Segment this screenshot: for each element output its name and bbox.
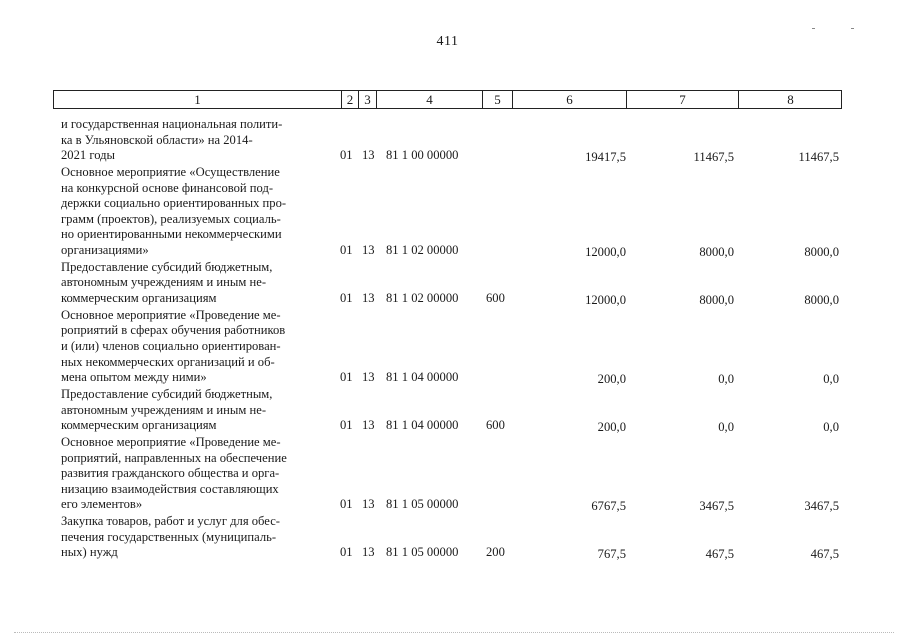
cell-c4: 81 1 05 00000 xyxy=(386,545,459,560)
scan-mark xyxy=(851,28,854,29)
cell-c6: 12000,0 xyxy=(585,245,626,259)
description-line: на конкурсной основе финансовой под- xyxy=(61,180,274,195)
cell-c2: 01 xyxy=(340,418,353,433)
description-line: развития гражданского общества и орга- xyxy=(61,466,280,481)
description-line: Основное мероприятие «Осуществление xyxy=(61,165,280,179)
cell-c6: 200,0 xyxy=(597,372,626,387)
description-line: Закупка товаров, работ и услуг для обес- xyxy=(61,514,280,529)
table-header xyxy=(53,90,842,109)
scan-edge xyxy=(14,632,894,634)
cell-c3: 13 xyxy=(362,148,375,163)
cell-c6: 12000,0 xyxy=(585,293,626,307)
description-line: ных) нужд xyxy=(61,545,118,560)
row-description xyxy=(61,435,333,513)
scan-mark xyxy=(812,28,815,29)
cell-c2: 01 xyxy=(340,148,353,163)
cell-c7: 8000,0 xyxy=(699,245,734,259)
cell-c3: 13 xyxy=(362,243,375,257)
row-description xyxy=(61,260,333,307)
cell-c8: 8000,0 xyxy=(804,293,839,307)
cell-c4: 81 1 04 00000 xyxy=(386,370,459,385)
description-line: ных некоммерческих организаций и об- xyxy=(61,354,275,369)
row-description xyxy=(61,165,333,259)
cell-c6: 19417,5 xyxy=(585,150,626,165)
description-line: ка в Ульяновской области» на 2014- xyxy=(61,132,253,147)
description-line: и государственная национальная полити- xyxy=(61,117,283,131)
header-col-5: 5 xyxy=(494,92,501,107)
cell-c3: 13 xyxy=(362,418,375,433)
cell-c6: 767,5 xyxy=(597,547,626,562)
description-line: роприятий в сферах обучения работников xyxy=(61,323,286,338)
cell-c7: 8000,0 xyxy=(699,293,734,307)
description-line: Предоставление субсидий бюджетным, xyxy=(61,387,273,401)
cell-c5: 600 xyxy=(486,418,505,433)
cell-c3: 13 xyxy=(362,370,375,385)
cell-c4: 81 1 02 00000 xyxy=(386,243,459,257)
description-line: его элементов» xyxy=(61,497,143,512)
cell-c7: 0,0 xyxy=(718,372,734,387)
header-col-1: 1 xyxy=(194,92,201,107)
cell-c4: 81 1 04 00000 xyxy=(386,418,459,433)
cell-c8: 11467,5 xyxy=(798,150,839,165)
description-line: Предоставление субсидий бюджетным, xyxy=(61,259,273,274)
cell-c8: 0,0 xyxy=(823,420,839,435)
description-line: но ориентированными некоммерческими xyxy=(61,227,282,242)
cell-c7: 11467,5 xyxy=(693,150,734,165)
cell-c2: 01 xyxy=(340,291,353,305)
row-description xyxy=(61,387,333,434)
cell-c4: 81 1 05 00000 xyxy=(386,497,459,512)
description-line: автономным учреждениям и иным не- xyxy=(61,402,267,417)
description-line: грамм (проектов), реализуемых социаль- xyxy=(61,211,281,226)
cell-c5: 200 xyxy=(486,545,505,560)
description-line: коммерческим организациям xyxy=(61,418,217,433)
header-col-8: 8 xyxy=(787,92,794,107)
cell-c8: 3467,5 xyxy=(804,499,839,514)
cell-c2: 01 xyxy=(340,545,353,560)
description-line: организациями» xyxy=(61,242,149,257)
header-col-6: 6 xyxy=(566,92,573,107)
cell-c6: 200,0 xyxy=(597,420,626,435)
description-line: низацию взаимодействия составляющих xyxy=(61,481,279,496)
cell-c5: 600 xyxy=(486,291,505,305)
cell-c7: 467,5 xyxy=(705,547,734,562)
description-line: 2021 годы xyxy=(61,148,115,163)
header-col-4: 4 xyxy=(426,92,433,107)
page-number: 411 xyxy=(436,34,459,49)
cell-c4: 81 1 02 00000 xyxy=(386,291,459,305)
row-description xyxy=(61,514,333,561)
cell-c8: 8000,0 xyxy=(804,245,839,259)
description-line: Основное мероприятие «Проведение ме- xyxy=(61,435,281,449)
cell-c7: 3467,5 xyxy=(699,499,734,514)
description-line: роприятий, направленных на обеспечение xyxy=(61,450,287,465)
row-description xyxy=(61,117,333,164)
cell-c3: 13 xyxy=(362,291,375,305)
header-col-7: 7 xyxy=(679,92,686,107)
cell-c8: 0,0 xyxy=(823,372,839,387)
cell-c6: 6767,5 xyxy=(591,499,626,514)
cell-c2: 01 xyxy=(340,243,353,257)
description-line: автономным учреждениям и иным не- xyxy=(61,275,267,290)
description-line: коммерческим организациям xyxy=(61,290,217,305)
cell-c4: 81 1 00 00000 xyxy=(386,148,459,163)
cell-c2: 01 xyxy=(340,497,353,512)
description-line: Основное мероприятие «Проведение ме- xyxy=(61,307,281,322)
cell-c7: 0,0 xyxy=(718,420,734,435)
cell-c8: 467,5 xyxy=(810,547,839,562)
cell-c3: 13 xyxy=(362,497,375,512)
cell-c3: 13 xyxy=(362,545,375,560)
description-line: мена опытом между ними» xyxy=(61,370,207,385)
cell-c2: 01 xyxy=(340,370,353,385)
row-description xyxy=(61,308,333,386)
description-line: держки социально ориентированных про- xyxy=(61,196,287,211)
description-line: и (или) членов социально ориентирован- xyxy=(61,338,281,353)
header-col-2: 2 xyxy=(346,92,354,107)
header-col-3: 3 xyxy=(364,92,371,107)
description-line: печения государственных (муниципаль- xyxy=(61,529,277,544)
